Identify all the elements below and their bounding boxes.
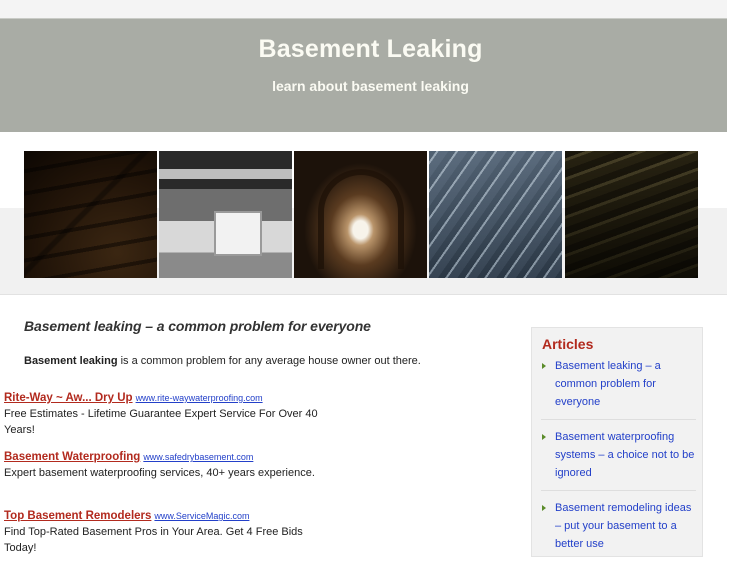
triangle-right-icon bbox=[542, 505, 546, 511]
ad-url-link[interactable]: www.safedrybasement.com bbox=[143, 452, 254, 462]
ad-block bbox=[4, 508, 324, 556]
post-intro-text: is a common problem for any average house owner out there. bbox=[117, 355, 421, 367]
ad-url-link[interactable]: www.ServiceMagic.com bbox=[154, 511, 250, 521]
article-link-label[interactable]: Basement waterproofing systems – a choice not to be ignored bbox=[555, 431, 695, 479]
post-intro-keyword: Basement leaking bbox=[24, 355, 118, 367]
ad-title-link[interactable]: Basement Waterproofing bbox=[4, 451, 141, 463]
photo-arch-detail bbox=[318, 169, 404, 269]
ad-description: Free Estimates - Lifetime Guarantee Expert Service For Over 40 Years! bbox=[4, 408, 318, 436]
articles-list bbox=[541, 357, 696, 569]
triangle-right-icon bbox=[542, 363, 546, 369]
post-intro bbox=[24, 355, 494, 367]
articles-sidebar bbox=[531, 327, 703, 557]
post-title[interactable]: Basement leaking – a common problem for everyone bbox=[24, 318, 371, 334]
ad-description: Expert basement waterproofing services, 40+ years experience. bbox=[4, 467, 315, 479]
photo-banner bbox=[0, 132, 727, 295]
banner-photo-laundry bbox=[159, 151, 292, 278]
ad-title-link[interactable]: Rite-Way ~ Aw... Dry Up bbox=[4, 392, 133, 404]
article-link[interactable] bbox=[541, 499, 696, 561]
top-strip bbox=[0, 0, 727, 18]
site-header bbox=[0, 18, 727, 132]
banner-photo-tunnel bbox=[294, 151, 427, 278]
ad-block bbox=[4, 449, 324, 481]
article-link[interactable] bbox=[541, 357, 696, 420]
ad-url-link[interactable]: www.rite-waywaterproofing.com bbox=[135, 393, 263, 403]
triangle-right-icon bbox=[542, 434, 546, 440]
ad-header bbox=[4, 449, 324, 465]
banner-photo-pipes bbox=[565, 151, 698, 278]
ad-block bbox=[4, 390, 324, 438]
banner-photo-stairway bbox=[429, 151, 562, 278]
ad-description: Find Top-Rated Basement Pros in Your Area. Get 4 Free Bids Today! bbox=[4, 526, 303, 554]
article-link-label[interactable]: Basement leaking – a common problem for everyone bbox=[555, 360, 661, 408]
article-link[interactable] bbox=[541, 428, 696, 491]
main-content bbox=[24, 318, 494, 367]
ad-header bbox=[4, 508, 324, 524]
site-tagline: learn about basement leaking bbox=[272, 78, 469, 94]
article-link-label[interactable]: Basement remodeling ideas – put your basement to a better use bbox=[555, 502, 692, 550]
sidebar-heading: Articles bbox=[542, 336, 594, 352]
photo-pipe-detail bbox=[159, 169, 292, 179]
ad-header bbox=[4, 390, 324, 406]
site-title[interactable]: Basement Leaking bbox=[258, 35, 483, 63]
banner-photo-stone-floor bbox=[24, 151, 157, 278]
photo-washer-detail bbox=[214, 211, 262, 256]
ad-title-link[interactable]: Top Basement Remodelers bbox=[4, 510, 152, 522]
